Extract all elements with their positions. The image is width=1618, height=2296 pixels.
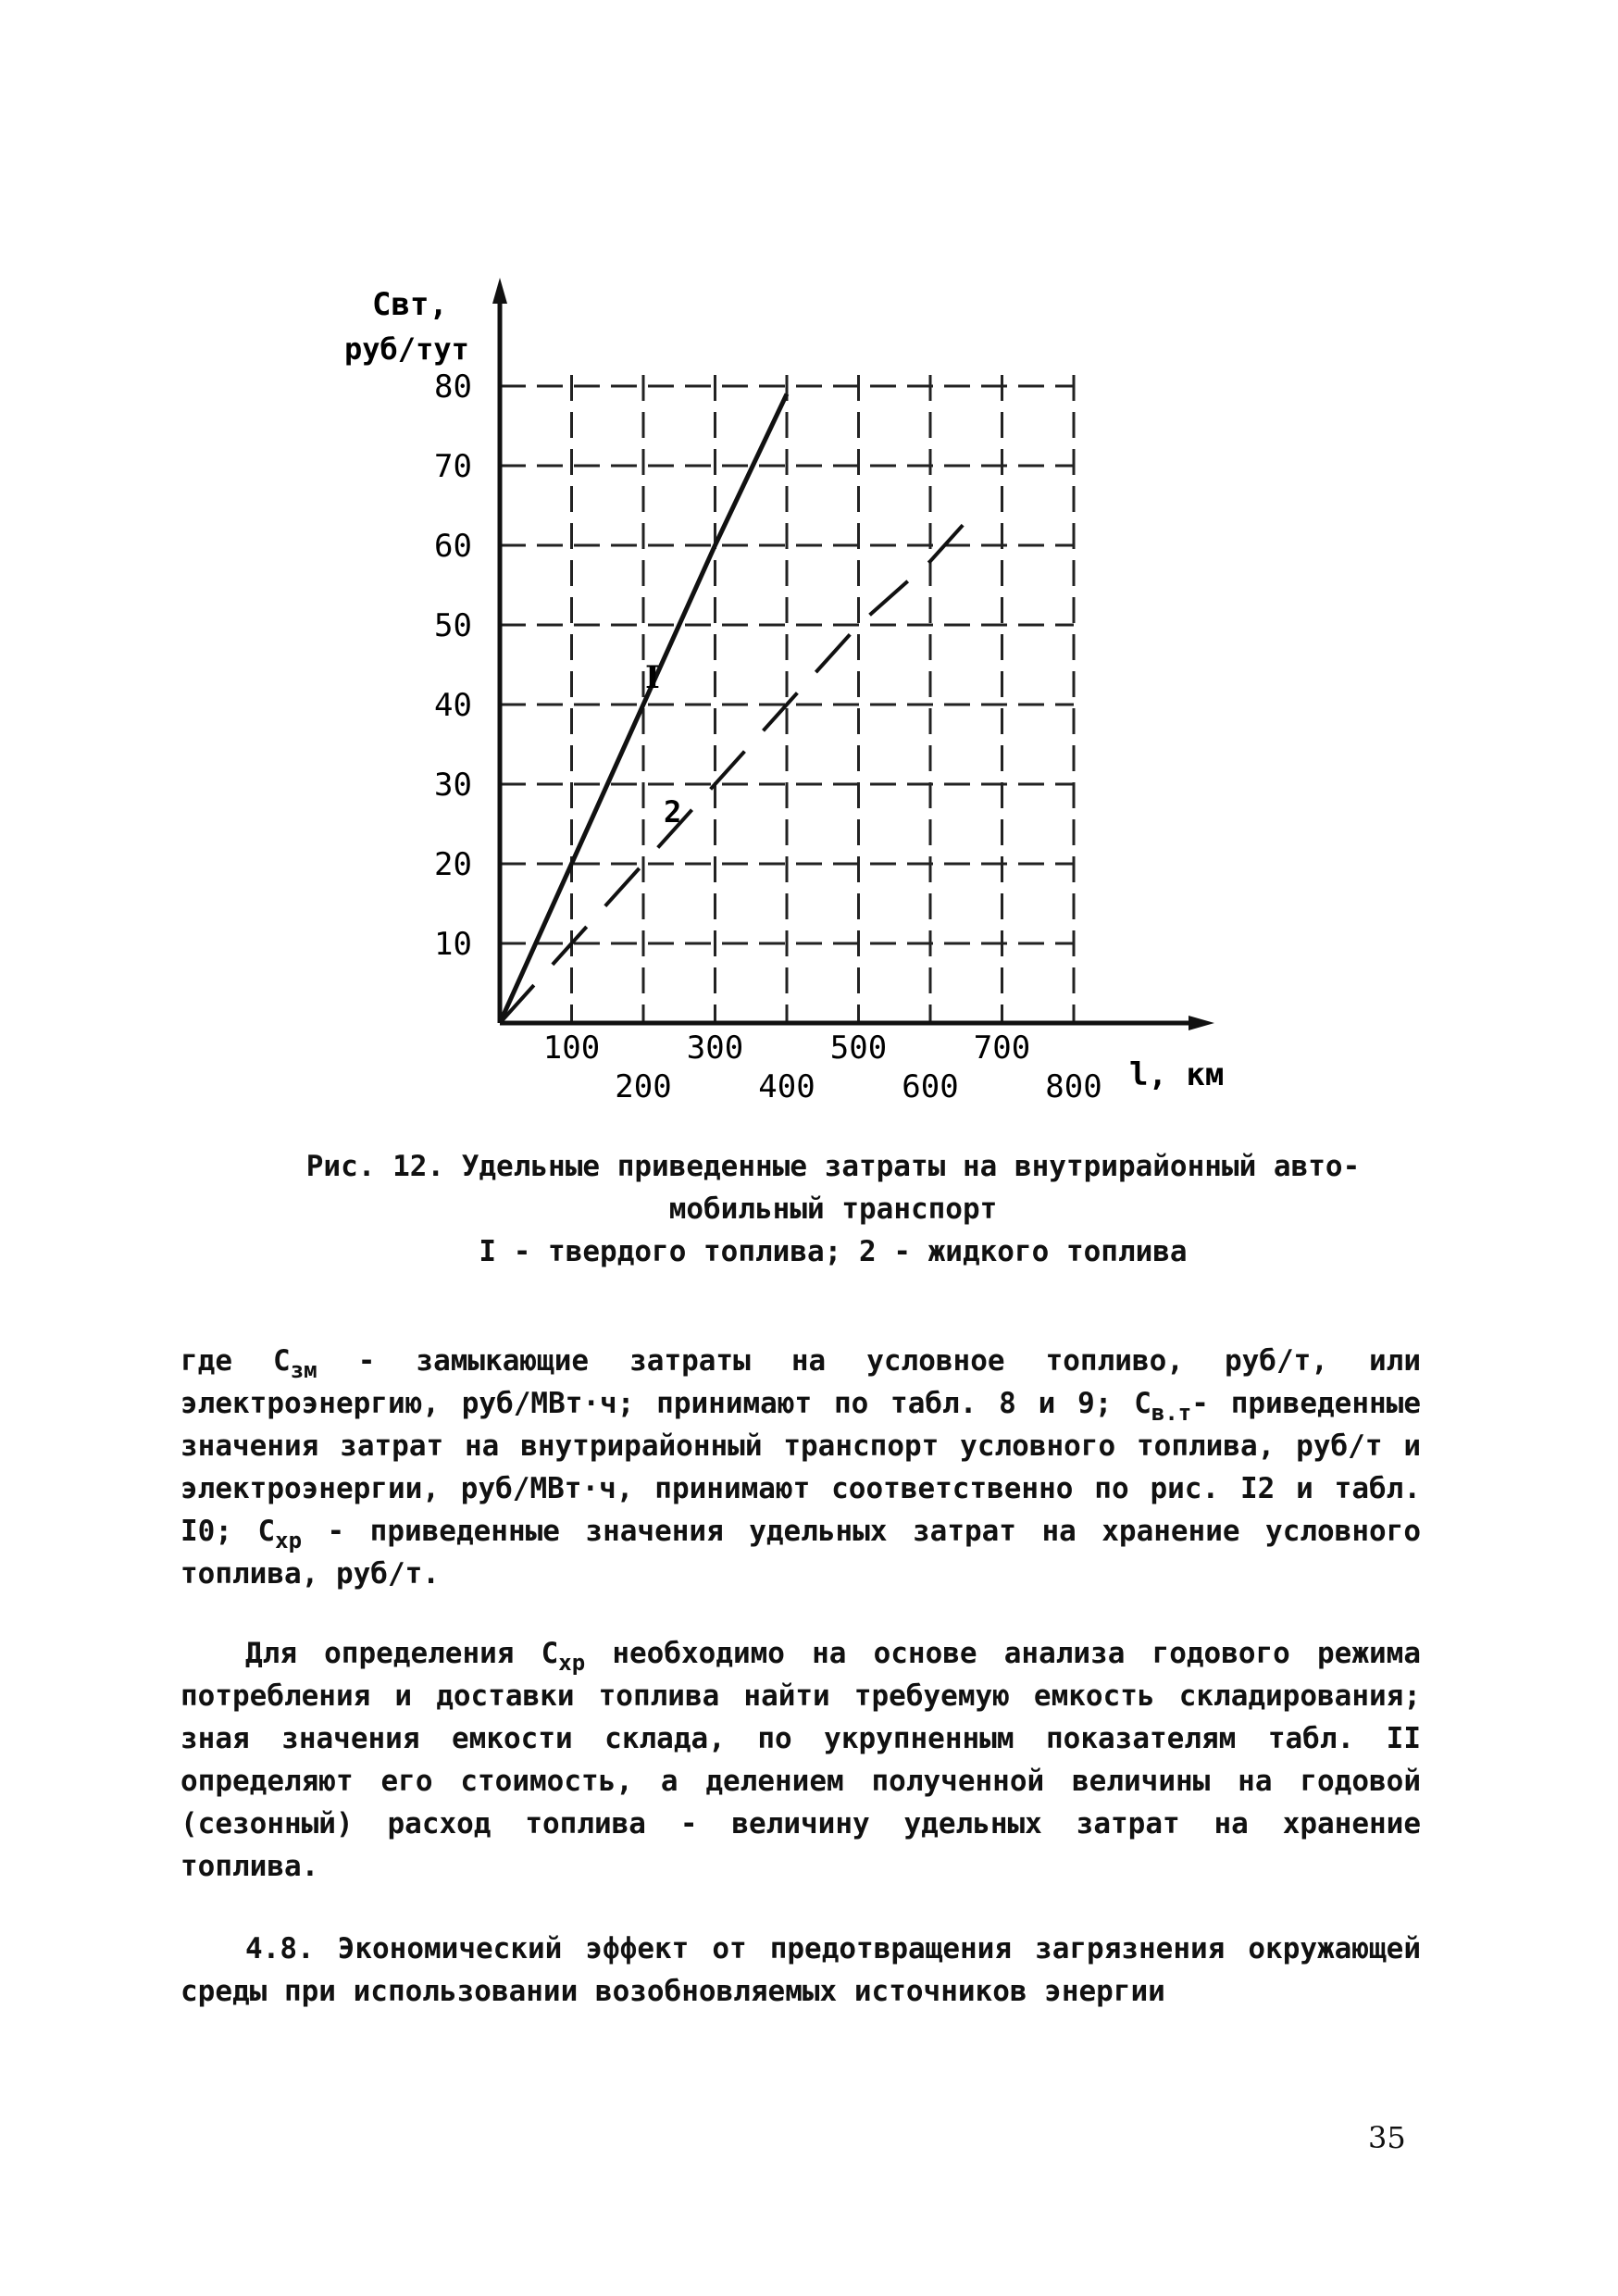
y-tick-labels	[434, 368, 472, 963]
p1-subscript-vt: в.т	[1151, 1400, 1192, 1426]
curve2-label: 2	[664, 794, 682, 830]
p1-text-a: где C	[180, 1344, 291, 1378]
y-tick-label: 60	[434, 528, 472, 565]
y-tick-label: 30	[434, 767, 472, 804]
y-tick-label: 50	[434, 607, 472, 644]
x-tick-label: 700	[973, 1029, 1031, 1067]
x-tick-label: 500	[829, 1029, 888, 1067]
x-tick-label: 300	[686, 1029, 744, 1067]
paragraph-3: 4.8. Экономический эффект от предотвращения загрязнения окружающей среды при использовании возобновляемых источников энергии	[180, 1932, 1421, 2008]
y-tick-label: 80	[434, 368, 472, 406]
p1-subscript-khr: хр	[275, 1528, 303, 1554]
page-number: 35	[1368, 2120, 1406, 2155]
transport-cost-chart	[333, 259, 1277, 1111]
x-tick-label: 200	[615, 1068, 672, 1105]
p1-subscript-zm: зм	[290, 1357, 317, 1383]
p1-text-c: - приведенные значения затрат на внутрирайонный транспорт условного топлива, руб/т и электроэнергии, руб/МВт·ч, принимают соответственно по рис. I2 и табл. I0; C	[180, 1387, 1421, 1548]
p2-text-b: необходимо на основе анализа годового режима потребления и доставки топлива найти требуемую емкость складирования; зная значения емкости склада, по укрупненным показателям табл. II определяют его стоимость, а делением полученной величины на годовой (сезонный) расход топлива - величину удельных затрат на хранение топлива.	[180, 1637, 1421, 1883]
y-tick-label: 40	[434, 687, 472, 724]
paragraph-2	[180, 1632, 1421, 1888]
y-axis-label-line2: руб/тут	[344, 331, 469, 367]
paragraph-1	[180, 1340, 1421, 1595]
y-tick-label: 10	[434, 926, 472, 963]
figure-caption-line3: I - твердого топлива; 2 - жидкого топлива	[479, 1235, 1188, 1268]
p1-text-b: - замыкающие затраты на условное топливо, руб/т, или электроэнергию, руб/МВт·ч; принимают по табл. 8 и 9; C	[180, 1344, 1421, 1420]
chart-grid	[500, 375, 1074, 1023]
p2-subscript-khr: хр	[558, 1650, 586, 1676]
y-axis-arrow	[492, 278, 507, 304]
x-axis-label: l, км	[1129, 1056, 1225, 1093]
x-tick-label: 100	[542, 1029, 601, 1067]
figure-caption-line2: мобильный транспорт	[668, 1192, 998, 1226]
y-tick-label: 70	[434, 448, 472, 485]
chart-series	[500, 394, 966, 1023]
x-tick-label: 600	[902, 1068, 959, 1105]
p2-text-a: Для определения C	[245, 1637, 559, 1670]
p1-text-d: - приведенные значения удельных затрат на хранение условного топлива, руб/т.	[180, 1515, 1421, 1591]
x-axis-arrow	[1189, 1016, 1214, 1030]
series-line-2	[500, 521, 966, 1023]
y-tick-label: 20	[434, 846, 472, 883]
x-tick-labels	[543, 1029, 1102, 1105]
curve1-label: I	[645, 659, 660, 696]
x-tick-label: 400	[758, 1068, 815, 1105]
y-axis-label-line1: Cвт,	[372, 286, 448, 323]
chart-axes	[492, 278, 1214, 1030]
x-tick-label: 800	[1045, 1068, 1102, 1105]
figure-caption-line1: Рис. 12. Удельные приведенные затраты на внутрирайонный авто-	[305, 1150, 1361, 1183]
